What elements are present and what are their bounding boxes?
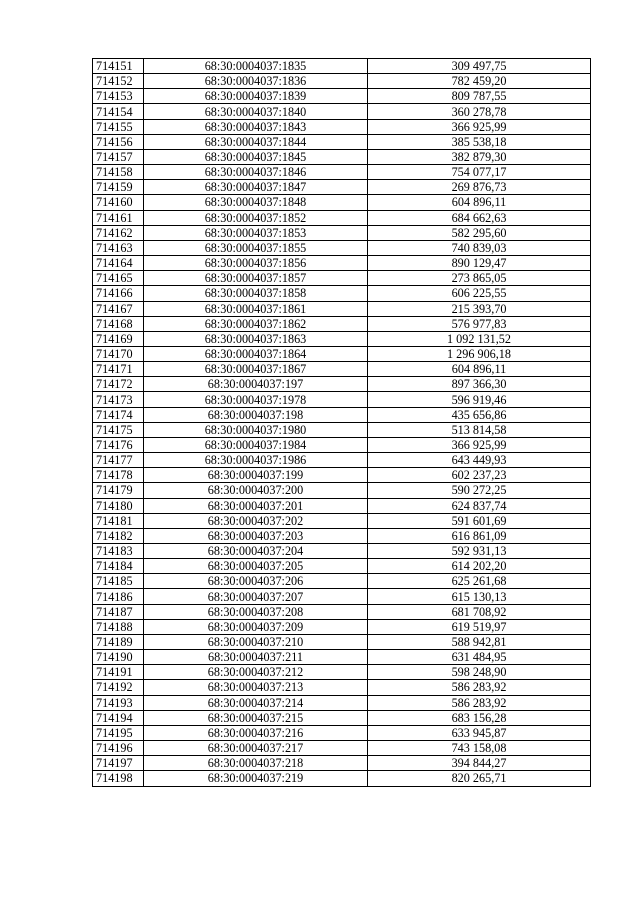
- table-row: [93, 149, 591, 164]
- cadastral-number-cell: 68:30:0004037:1867: [144, 362, 368, 377]
- table-row: [93, 286, 591, 301]
- cadastral-value-cell: 1 296 906,18: [368, 346, 591, 361]
- table-row: [93, 498, 591, 513]
- cadastral-number-cell: 68:30:0004037:202: [144, 513, 368, 528]
- table-row: [93, 483, 591, 498]
- row-number-cell: 714161: [93, 210, 144, 225]
- row-number-cell: 714160: [93, 195, 144, 210]
- cadastral-number-cell: 68:30:0004037:1848: [144, 195, 368, 210]
- row-number-cell: 714197: [93, 756, 144, 771]
- cadastral-value-cell: 596 919,46: [368, 392, 591, 407]
- cadastral-number-cell: 68:30:0004037:212: [144, 665, 368, 680]
- cadastral-number-cell: 68:30:0004037:205: [144, 559, 368, 574]
- row-number-cell: 714175: [93, 422, 144, 437]
- cadastral-number-cell: 68:30:0004037:1846: [144, 165, 368, 180]
- table-row: [93, 104, 591, 119]
- cadastral-value-table: [92, 58, 591, 787]
- cadastral-number-cell: 68:30:0004037:219: [144, 771, 368, 786]
- row-number-cell: 714165: [93, 271, 144, 286]
- cadastral-value-cell: 754 077,17: [368, 165, 591, 180]
- cadastral-value-cell: 215 393,70: [368, 301, 591, 316]
- cadastral-value-cell: 366 925,99: [368, 119, 591, 134]
- cadastral-value-cell: 681 708,92: [368, 604, 591, 619]
- table-row: [93, 134, 591, 149]
- cadastral-value-cell: 394 844,27: [368, 756, 591, 771]
- cadastral-value-cell: 591 601,69: [368, 513, 591, 528]
- row-number-cell: 714183: [93, 544, 144, 559]
- cadastral-number-cell: 68:30:0004037:215: [144, 710, 368, 725]
- cadastral-value-cell: 619 519,97: [368, 619, 591, 634]
- row-number-cell: 714185: [93, 574, 144, 589]
- row-number-cell: 714151: [93, 59, 144, 74]
- table-row: [93, 756, 591, 771]
- table-row: [93, 89, 591, 104]
- cadastral-number-cell: 68:30:0004037:1855: [144, 240, 368, 255]
- cadastral-value-cell: 782 459,20: [368, 74, 591, 89]
- table-row: [93, 574, 591, 589]
- row-number-cell: 714182: [93, 528, 144, 543]
- row-number-cell: 714181: [93, 513, 144, 528]
- cadastral-number-cell: 68:30:0004037:1858: [144, 286, 368, 301]
- table-body: [93, 59, 591, 787]
- row-number-cell: 714188: [93, 619, 144, 634]
- cadastral-value-cell: 273 865,05: [368, 271, 591, 286]
- cadastral-number-cell: 68:30:0004037:218: [144, 756, 368, 771]
- cadastral-value-cell: 604 896,11: [368, 195, 591, 210]
- table-row: [93, 665, 591, 680]
- cadastral-value-cell: 615 130,13: [368, 589, 591, 604]
- row-number-cell: 714169: [93, 331, 144, 346]
- cadastral-value-cell: 586 283,92: [368, 680, 591, 695]
- row-number-cell: 714186: [93, 589, 144, 604]
- cadastral-number-cell: 68:30:0004037:1847: [144, 180, 368, 195]
- cadastral-number-cell: 68:30:0004037:1839: [144, 89, 368, 104]
- row-number-cell: 714184: [93, 559, 144, 574]
- cadastral-value-cell: 614 202,20: [368, 559, 591, 574]
- cadastral-number-cell: 68:30:0004037:211: [144, 650, 368, 665]
- row-number-cell: 714180: [93, 498, 144, 513]
- cadastral-value-cell: 633 945,87: [368, 725, 591, 740]
- cadastral-value-cell: 743 158,08: [368, 741, 591, 756]
- cadastral-value-cell: 616 861,09: [368, 528, 591, 543]
- cadastral-number-cell: 68:30:0004037:1863: [144, 331, 368, 346]
- table-row: [93, 634, 591, 649]
- cadastral-number-cell: 68:30:0004037:198: [144, 407, 368, 422]
- cadastral-value-cell: 513 814,58: [368, 422, 591, 437]
- table-row: [93, 392, 591, 407]
- cadastral-value-cell: 684 662,63: [368, 210, 591, 225]
- table-row: [93, 59, 591, 74]
- cadastral-number-cell: 68:30:0004037:204: [144, 544, 368, 559]
- row-number-cell: 714170: [93, 346, 144, 361]
- cadastral-value-cell: 588 942,81: [368, 634, 591, 649]
- cadastral-number-cell: 68:30:0004037:197: [144, 377, 368, 392]
- cadastral-number-cell: 68:30:0004037:200: [144, 483, 368, 498]
- row-number-cell: 714172: [93, 377, 144, 392]
- row-number-cell: 714168: [93, 316, 144, 331]
- row-number-cell: 714158: [93, 165, 144, 180]
- cadastral-value-cell: 598 248,90: [368, 665, 591, 680]
- table-row: [93, 165, 591, 180]
- table-row: [93, 119, 591, 134]
- row-number-cell: 714162: [93, 225, 144, 240]
- table-row: [93, 741, 591, 756]
- row-number-cell: 714156: [93, 134, 144, 149]
- cadastral-value-cell: 309 497,75: [368, 59, 591, 74]
- cadastral-number-cell: 68:30:0004037:199: [144, 468, 368, 483]
- table-row: [93, 589, 591, 604]
- table-row: [93, 695, 591, 710]
- cadastral-number-cell: 68:30:0004037:1861: [144, 301, 368, 316]
- cadastral-value-cell: 269 876,73: [368, 180, 591, 195]
- cadastral-number-cell: 68:30:0004037:1836: [144, 74, 368, 89]
- row-number-cell: 714196: [93, 741, 144, 756]
- cadastral-value-cell: 602 237,23: [368, 468, 591, 483]
- cadastral-number-cell: 68:30:0004037:210: [144, 634, 368, 649]
- table-row: [93, 346, 591, 361]
- cadastral-number-cell: 68:30:0004037:1986: [144, 453, 368, 468]
- cadastral-number-cell: 68:30:0004037:217: [144, 741, 368, 756]
- cadastral-value-cell: 625 261,68: [368, 574, 591, 589]
- cadastral-number-cell: 68:30:0004037:1835: [144, 59, 368, 74]
- row-number-cell: 714154: [93, 104, 144, 119]
- cadastral-value-cell: 586 283,92: [368, 695, 591, 710]
- row-number-cell: 714153: [93, 89, 144, 104]
- cadastral-value-cell: 820 265,71: [368, 771, 591, 786]
- cadastral-value-cell: 582 295,60: [368, 225, 591, 240]
- cadastral-value-cell: 606 225,55: [368, 286, 591, 301]
- row-number-cell: 714173: [93, 392, 144, 407]
- cadastral-value-cell: 576 977,83: [368, 316, 591, 331]
- table-row: [93, 619, 591, 634]
- cadastral-number-cell: 68:30:0004037:209: [144, 619, 368, 634]
- cadastral-value-cell: 385 538,18: [368, 134, 591, 149]
- cadastral-value-cell: 435 656,86: [368, 407, 591, 422]
- cadastral-number-cell: 68:30:0004037:1852: [144, 210, 368, 225]
- cadastral-number-cell: 68:30:0004037:216: [144, 725, 368, 740]
- table-row: [93, 74, 591, 89]
- table-row: [93, 301, 591, 316]
- cadastral-number-cell: 68:30:0004037:214: [144, 695, 368, 710]
- cadastral-value-cell: 382 879,30: [368, 149, 591, 164]
- row-number-cell: 714191: [93, 665, 144, 680]
- row-number-cell: 714163: [93, 240, 144, 255]
- table-row: [93, 680, 591, 695]
- table-row: [93, 468, 591, 483]
- row-number-cell: 714171: [93, 362, 144, 377]
- cadastral-value-cell: 631 484,95: [368, 650, 591, 665]
- table-row: [93, 180, 591, 195]
- cadastral-number-cell: 68:30:0004037:213: [144, 680, 368, 695]
- cadastral-number-cell: 68:30:0004037:1984: [144, 437, 368, 452]
- row-number-cell: 714167: [93, 301, 144, 316]
- cadastral-number-cell: 68:30:0004037:207: [144, 589, 368, 604]
- cadastral-number-cell: 68:30:0004037:1856: [144, 256, 368, 271]
- table-row: [93, 604, 591, 619]
- cadastral-value-cell: 897 366,30: [368, 377, 591, 392]
- row-number-cell: 714189: [93, 634, 144, 649]
- cadastral-number-cell: 68:30:0004037:1857: [144, 271, 368, 286]
- cadastral-number-cell: 68:30:0004037:1845: [144, 149, 368, 164]
- cadastral-number-cell: 68:30:0004037:1853: [144, 225, 368, 240]
- row-number-cell: 714152: [93, 74, 144, 89]
- row-number-cell: 714176: [93, 437, 144, 452]
- row-number-cell: 714194: [93, 710, 144, 725]
- table-row: [93, 225, 591, 240]
- cadastral-value-cell: 740 839,03: [368, 240, 591, 255]
- cadastral-number-cell: 68:30:0004037:1844: [144, 134, 368, 149]
- table-row: [93, 650, 591, 665]
- row-number-cell: 714166: [93, 286, 144, 301]
- cadastral-number-cell: 68:30:0004037:201: [144, 498, 368, 513]
- table-row: [93, 240, 591, 255]
- cadastral-value-cell: 643 449,93: [368, 453, 591, 468]
- cadastral-number-cell: 68:30:0004037:1862: [144, 316, 368, 331]
- table-row: [93, 316, 591, 331]
- table-row: [93, 422, 591, 437]
- cadastral-value-cell: 360 278,78: [368, 104, 591, 119]
- row-number-cell: 714193: [93, 695, 144, 710]
- cadastral-value-cell: 366 925,99: [368, 437, 591, 452]
- table-row: [93, 377, 591, 392]
- row-number-cell: 714192: [93, 680, 144, 695]
- row-number-cell: 714157: [93, 149, 144, 164]
- table-row: [93, 362, 591, 377]
- cadastral-value-cell: 604 896,11: [368, 362, 591, 377]
- table-row: [93, 437, 591, 452]
- table-row: [93, 710, 591, 725]
- row-number-cell: 714155: [93, 119, 144, 134]
- cadastral-number-cell: 68:30:0004037:1840: [144, 104, 368, 119]
- row-number-cell: 714177: [93, 453, 144, 468]
- cadastral-value-cell: 592 931,13: [368, 544, 591, 559]
- cadastral-value-cell: 1 092 131,52: [368, 331, 591, 346]
- table-row: [93, 271, 591, 286]
- table-row: [93, 407, 591, 422]
- cadastral-value-cell: 890 129,47: [368, 256, 591, 271]
- table-row: [93, 559, 591, 574]
- cadastral-number-cell: 68:30:0004037:206: [144, 574, 368, 589]
- row-number-cell: 714159: [93, 180, 144, 195]
- cadastral-number-cell: 68:30:0004037:1978: [144, 392, 368, 407]
- cadastral-number-cell: 68:30:0004037:1980: [144, 422, 368, 437]
- row-number-cell: 714187: [93, 604, 144, 619]
- cadastral-number-cell: 68:30:0004037:203: [144, 528, 368, 543]
- cadastral-number-cell: 68:30:0004037:1864: [144, 346, 368, 361]
- table-row: [93, 771, 591, 786]
- cadastral-number-cell: 68:30:0004037:1843: [144, 119, 368, 134]
- table-row: [93, 195, 591, 210]
- cadastral-number-cell: 68:30:0004037:208: [144, 604, 368, 619]
- table-row: [93, 210, 591, 225]
- row-number-cell: 714174: [93, 407, 144, 422]
- row-number-cell: 714178: [93, 468, 144, 483]
- table-row: [93, 453, 591, 468]
- table-row: [93, 331, 591, 346]
- row-number-cell: 714198: [93, 771, 144, 786]
- table-row: [93, 544, 591, 559]
- row-number-cell: 714195: [93, 725, 144, 740]
- row-number-cell: 714164: [93, 256, 144, 271]
- cadastral-value-cell: 624 837,74: [368, 498, 591, 513]
- row-number-cell: 714190: [93, 650, 144, 665]
- table-row: [93, 513, 591, 528]
- cadastral-value-cell: 683 156,28: [368, 710, 591, 725]
- table-row: [93, 256, 591, 271]
- table-row: [93, 725, 591, 740]
- table-row: [93, 528, 591, 543]
- cadastral-value-cell: 590 272,25: [368, 483, 591, 498]
- row-number-cell: 714179: [93, 483, 144, 498]
- cadastral-value-cell: 809 787,55: [368, 89, 591, 104]
